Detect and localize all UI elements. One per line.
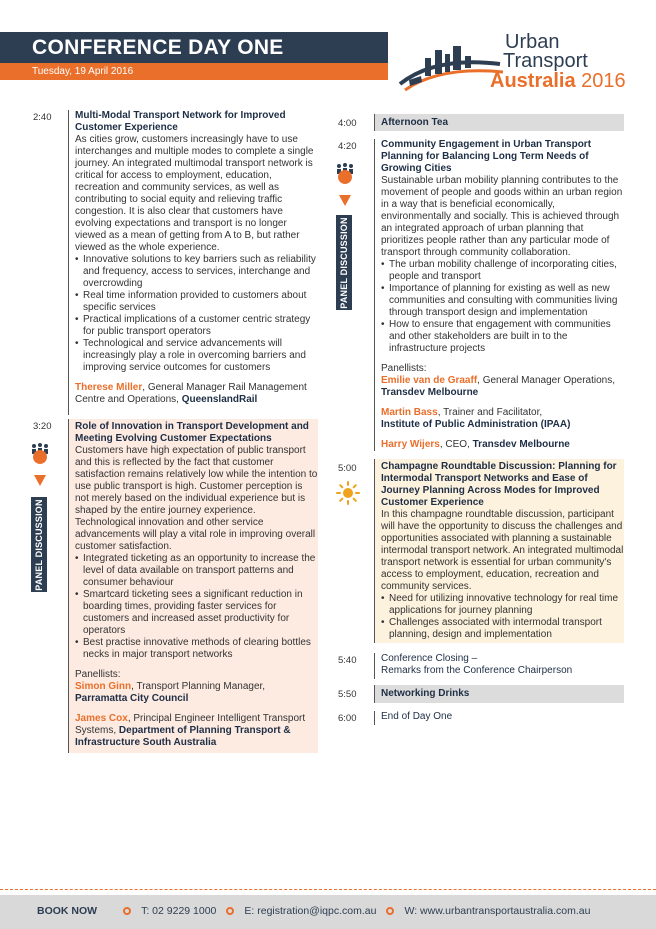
panellist-1	[75, 681, 318, 693]
session-420-body: Sustainable urban mobility planning contributes to the movement of people and goods within an urban region in a way that is beneficial economically, environmentally and socially. This is achieved through an integrated approach of urban planning that prioritizes people rather than any particular mode of transport through community collaboration.	[381, 175, 623, 258]
bullet-ring-icon	[123, 907, 131, 915]
panellist-name: Harry Wijers	[381, 439, 440, 450]
panellist-3	[381, 439, 624, 451]
bullet-ring-icon	[386, 907, 394, 915]
session-540	[374, 653, 624, 679]
speaker-name: Therese Miller	[75, 382, 143, 393]
panel-discussion-tab	[336, 215, 352, 310]
footer-divider	[0, 889, 656, 890]
speaker-role: , General Manager Rail Management Centre and Operations,	[75, 382, 307, 405]
bullet-ring-icon	[226, 907, 234, 915]
time-240: 2:40	[33, 112, 52, 123]
session-420-bullets	[381, 259, 624, 355]
speaker-org: QueenslandRail	[181, 394, 258, 405]
footer-contacts	[37, 905, 590, 917]
page-title: CONFERENCE DAY ONE	[32, 36, 284, 59]
list-item: • Smartcard ticketing sees a significant reduction in boarding times, providing faster services for customers and increased asset productivity for operators	[75, 589, 318, 637]
session-240-bullets	[75, 254, 318, 374]
logo-line-transport: Transport	[503, 50, 588, 72]
session-500	[374, 459, 624, 643]
logo-line-urban: Urban	[505, 31, 560, 53]
time-420: 4:20	[338, 141, 357, 152]
list-item: • Technological and service advancements will increasingly play a role in overcoming barriers and improving service outcomes for customers	[75, 338, 318, 374]
session-320	[68, 419, 318, 753]
list-item: • Challenges associated with intermodal transport planning, design and implementation	[381, 617, 624, 641]
panellist-role: , Transport Planning Manager,	[131, 681, 266, 692]
list-item: • Best practise innovative methods of clearing bottles necks in major transport networks	[75, 637, 318, 661]
time-600: 6:00	[338, 713, 357, 724]
event-logo	[395, 32, 635, 102]
panellist-name: Emilie van de Graaff	[381, 375, 478, 386]
panellist-role: , Principal Engineer Intelligent Transport Systems,	[75, 713, 306, 736]
logo-australia: Australia	[490, 70, 576, 92]
panellist-role: , General Manager Operations,	[477, 375, 616, 386]
session-400	[374, 114, 624, 131]
session-240-title: Multi-Modal Transport Network for Improved Customer Experience	[75, 110, 286, 133]
time-400: 4:00	[338, 118, 357, 129]
people-pin-icon	[30, 442, 50, 494]
panellist-org: Institute of Public Administration (IPAA)	[381, 419, 571, 430]
panel-discussion-label: PANEL DISCUSSION	[34, 498, 44, 591]
panellist-1	[381, 375, 624, 387]
panellist-2	[381, 407, 624, 419]
session-240-speaker	[75, 382, 318, 406]
footer-email[interactable]: E: registration@iqpc.com.au	[244, 905, 377, 917]
panellist-name: Martin Bass	[381, 407, 438, 418]
list-item: • How to ensure that engagement with communities and other stakeholders are built in to the infrastructure projects	[381, 319, 624, 355]
session-240	[68, 110, 318, 415]
header-title-bar	[0, 32, 388, 63]
session-400-title: Afternoon Tea	[381, 117, 449, 128]
sun-icon	[336, 481, 360, 505]
page-date: Tuesday, 19 April 2016	[32, 66, 134, 77]
panellist-role: , Trainer and Facilitator,	[437, 407, 543, 418]
panellist-org: Transdev Melbourne	[472, 439, 570, 450]
session-320-bullets	[75, 553, 318, 661]
session-540-line2: Remarks from the Conference Chairperson	[381, 665, 573, 676]
session-500-bullets	[381, 593, 624, 641]
session-240-body: As cities grow, customers increasingly have to use interchanges and multiple modes to complete a single journey. An integrated multimodal transport network is critical for access to employment, education, recreation and community services, as well as contributing to social equity and relieving traffic congestion. It is also clear that customers have evolving expectations and transport is no longer viewed as a mean of getting from A to B, but rather viewed as the whole experience.	[75, 134, 314, 253]
session-600-title: End of Day One	[381, 711, 453, 722]
session-320-title: Role of Innovation in Transport Development and Meeting Evolving Customer Expectations	[75, 421, 309, 444]
panellist-name: Simon Ginn	[75, 681, 132, 692]
time-320: 3:20	[33, 421, 52, 432]
session-420-title: Community Engagement in Urban Transport Planning for Balancing Long Term Needs of Growing Cities	[381, 139, 592, 174]
logo-year: 2016	[581, 70, 626, 92]
panellist-org: Department of Planning Transport & Infrastructure South Australia	[75, 725, 291, 748]
list-item: • Real time information provided to customers about specific services	[75, 290, 318, 314]
panellist-role: , CEO,	[439, 439, 473, 450]
header-date-bar	[0, 63, 388, 80]
logo-line-australia	[490, 70, 626, 92]
panellist-name: James Cox	[75, 713, 128, 724]
list-item: • Integrated ticketing as an opportunity to increase the level of data available on transport patterns and consumer behaviour	[75, 553, 318, 589]
time-550: 5:50	[338, 689, 357, 700]
session-550	[374, 685, 624, 703]
session-320-body: Customers have high expectation of public transport and this is reflected by the fact that customer satisfaction remains relatively low while the intention to use public transport is high. Customer perception is not merely based on the individual experience but is shaped by the entire journey experience. Technological innovation and other service advancements will play a vital role in improving overall customer satisfaction.	[75, 445, 318, 552]
panel-discussion-tab	[31, 497, 47, 592]
session-550-title: Networking Drinks	[381, 688, 470, 699]
panellists-label: Panellists:	[75, 669, 121, 680]
footer-phone[interactable]: T: 02 9229 1000	[141, 905, 217, 917]
footer-website[interactable]: W: www.urbantransportaustralia.com.au	[404, 905, 591, 917]
session-600	[374, 711, 624, 725]
footer-bar	[0, 895, 656, 929]
skyline-logo-icon	[395, 36, 505, 96]
list-item: • Innovative solutions to key barriers such as reliability and frequency, access to services, interchange and overcrowding	[75, 254, 318, 290]
session-500-title: Champagne Roundtable Discussion: Planning for Intermodal Transport Networks and Ease of Journey Planning Across Modes for Improved Customer Experience	[381, 461, 617, 508]
list-item: • Importance of planning for existing as well as new communities and consulting with communities living through transport design and implementation	[381, 283, 624, 319]
list-item: • Practical implications of a customer centric strategy for public transport operators	[75, 314, 318, 338]
time-500: 5:00	[338, 463, 357, 474]
session-500-body: In this champagne roundtable discussion, participant will have the opportunity to discuss the challenges and opportunities associated with planning a sustainable intermodal transport network. An integrated multimodal transport network is essential for urban community's access to employment, education, recreation and community services.	[381, 509, 624, 592]
people-pin-icon	[335, 162, 355, 214]
panellists-label: Panellists:	[381, 363, 427, 374]
list-item: • Need for utilizing innovative technology for real time applications for journey planning	[381, 593, 624, 617]
time-540: 5:40	[338, 655, 357, 666]
session-420	[374, 139, 624, 451]
panellist-org: Parramatta City Council	[75, 693, 189, 704]
panellist-org: Transdev Melbourne	[381, 387, 479, 398]
panellist-2	[75, 713, 318, 749]
list-item: • The urban mobility challenge of incorporating cities, people and transport	[381, 259, 624, 283]
panel-discussion-label: PANEL DISCUSSION	[339, 216, 349, 309]
book-now-label: BOOK NOW	[37, 905, 98, 917]
session-540-line1: Conference Closing –	[381, 653, 478, 664]
